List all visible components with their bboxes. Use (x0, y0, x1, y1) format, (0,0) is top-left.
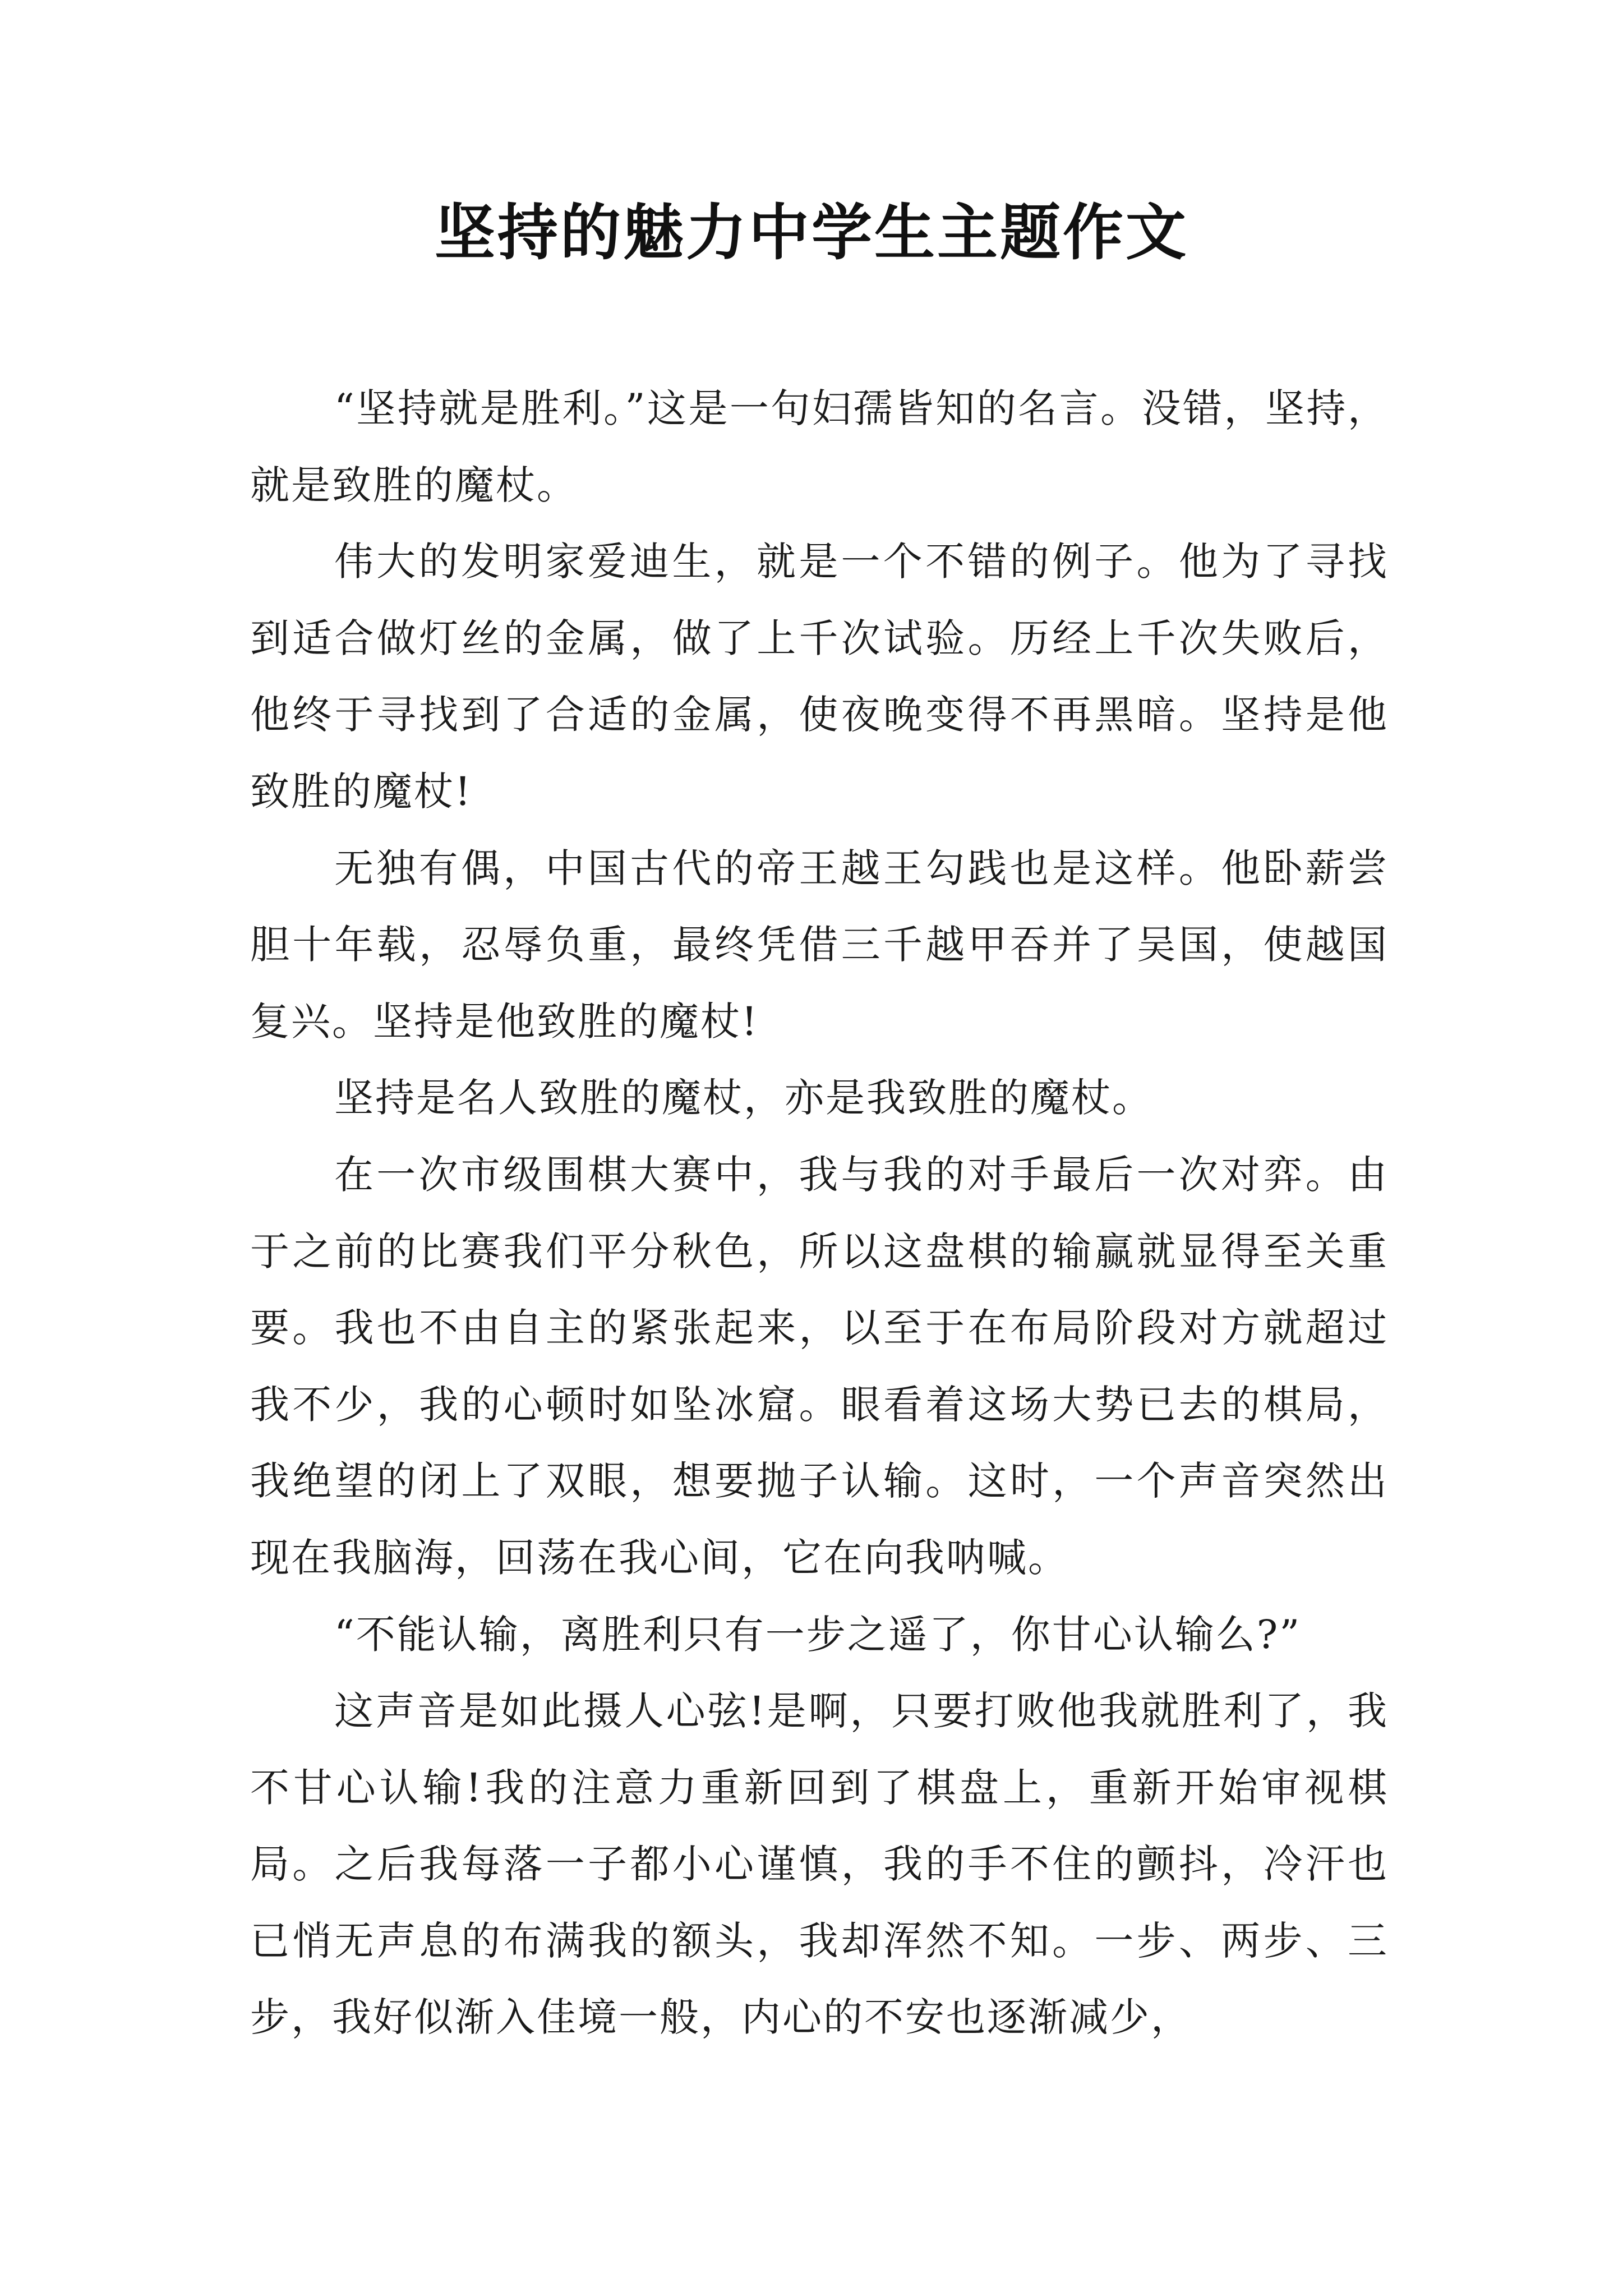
document-title: 坚持的魅力中学生主题作文 (434, 197, 1188, 268)
paragraph-5: 在一次市级围棋大赛中，我与我的对手最后一次对弈。由于之前的比赛我们平分秋色，所以这盘棋的输赢就显得至关重要。我也不由自主的紧张起来，以至于在布局阶段对方就超过我不少，我的心顿时如坠冰窟。眼看着这场大势已去的棋局，我绝望的闭上了双眼，想要抛子认输。这时，一个声音突然出现在我脑海，回荡在我心间，它在向我呐喊。 (250, 1151, 1389, 1581)
paragraph-2: 伟大的发明家爱迪生，就是一个不错的例子。他为了寻找到适合做灯丝的金属，做了上千次试验。历经上千次失败后，他终于寻找到了合适的金属，使夜晚变得不再黑暗。坚持是他致胜的魔杖! (250, 539, 1389, 815)
paragraph-7: 这声音是如此摄人心弦!是啊，只要打败他我就胜利了，我不甘心认输!我的注意力重新回到了棋盘上，重新开始审视棋局。之后我每落一子都小心谨慎，我的手不住的颤抖，冷汗也已悄无声息的布满我的额头，我却浑然不知。一步、两步、三步，我好似渐入佳境一般，内心的不安也逐渐减少， (250, 1688, 1389, 2041)
document-body (250, 370, 1389, 2056)
paragraph-6: “不能认输，离胜利只有一步之遥了，你甘心认输么?” (334, 1611, 1302, 1658)
paragraph-1: “坚持就是胜利。”这是一句妇孺皆知的名言。没错，坚持，就是致胜的魔杖。 (250, 385, 1389, 508)
paragraph-4: 坚持是名人致胜的魔杖，亦是我致胜的魔杖。 (334, 1075, 1153, 1121)
paragraph-3: 无独有偶，中国古代的帝王越王勾践也是这样。他卧薪尝胆十年载，忍辱负重，最终凭借三千越甲吞并了吴国，使越国复兴。坚持是他致胜的魔杖! (250, 845, 1389, 1045)
